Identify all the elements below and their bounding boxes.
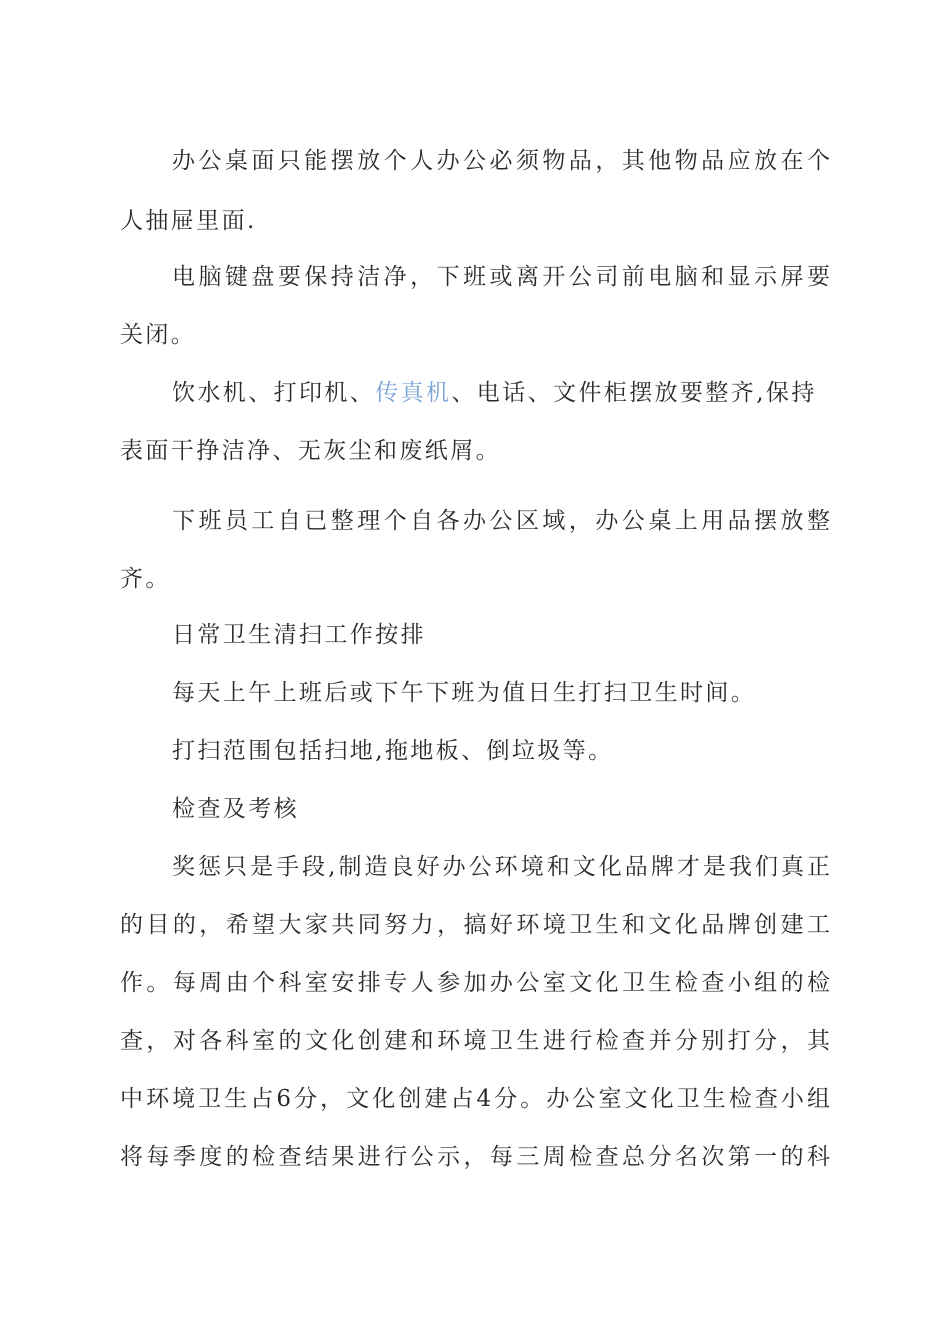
paragraph-closing-line-2: 齐。 [120, 566, 171, 592]
paragraph-inspection-line-2: 的目的，希望大家共同努力，搞好环境卫生和文化品牌创建工 [120, 912, 830, 938]
paragraph-inspection-line-3: 作。每周由个科室安排专人参加办公室文化卫生检查小组的检 [120, 970, 830, 996]
paragraph-duty-time: 每天上午上班后或下午下班为值日生打扫卫生时间。 [172, 680, 757, 706]
paragraph-desk-line-2: 人抽屉里面. [120, 208, 257, 234]
paragraph-computer-line-2: 关闭。 [120, 322, 197, 348]
equipment-text-after: 、电话、文件柜摆放要整齐,保持 [451, 380, 817, 406]
paragraph-equipment-line-2: 表面干挣洁净、无灰尘和废纸屑。 [120, 438, 501, 464]
section-heading-inspection: 检查及考核 [172, 796, 299, 822]
fax-machine-link[interactable]: 传真机 [375, 380, 452, 406]
equipment-text-before: 饮水机、打印机、 [172, 380, 376, 406]
paragraph-inspection-line-5: 中环境卫生占6分，文化创建占4分。办公室文化卫生检查小组 [120, 1086, 830, 1112]
paragraph-cleaning-scope: 打扫范围包括扫地,拖地板、倒垃圾等。 [172, 738, 614, 764]
paragraph-inspection-line-6: 将每季度的检查结果进行公示，每三周检查总分名次第一的科 [120, 1144, 830, 1170]
section-heading-daily-cleaning: 日常卫生清扫工作按排 [172, 622, 426, 648]
paragraph-inspection-line-4: 查，对各科室的文化创建和环境卫生进行检查并分别打分，其 [120, 1028, 830, 1054]
paragraph-equipment-line-1 [172, 378, 830, 408]
paragraph-inspection-line-1: 奖惩只是手段,制造良好办公环境和文化品牌才是我们真正 [172, 854, 830, 880]
paragraph-computer-line-1: 电脑键盘要保持洁净，下班或离开公司前电脑和显示屏要 [172, 264, 830, 290]
paragraph-closing-line-1: 下班员工自已整理个自各办公区域，办公桌上用品摆放整 [172, 508, 830, 534]
paragraph-desk-line-1: 办公桌面只能摆放个人办公必须物品，其他物品应放在个 [172, 148, 830, 174]
